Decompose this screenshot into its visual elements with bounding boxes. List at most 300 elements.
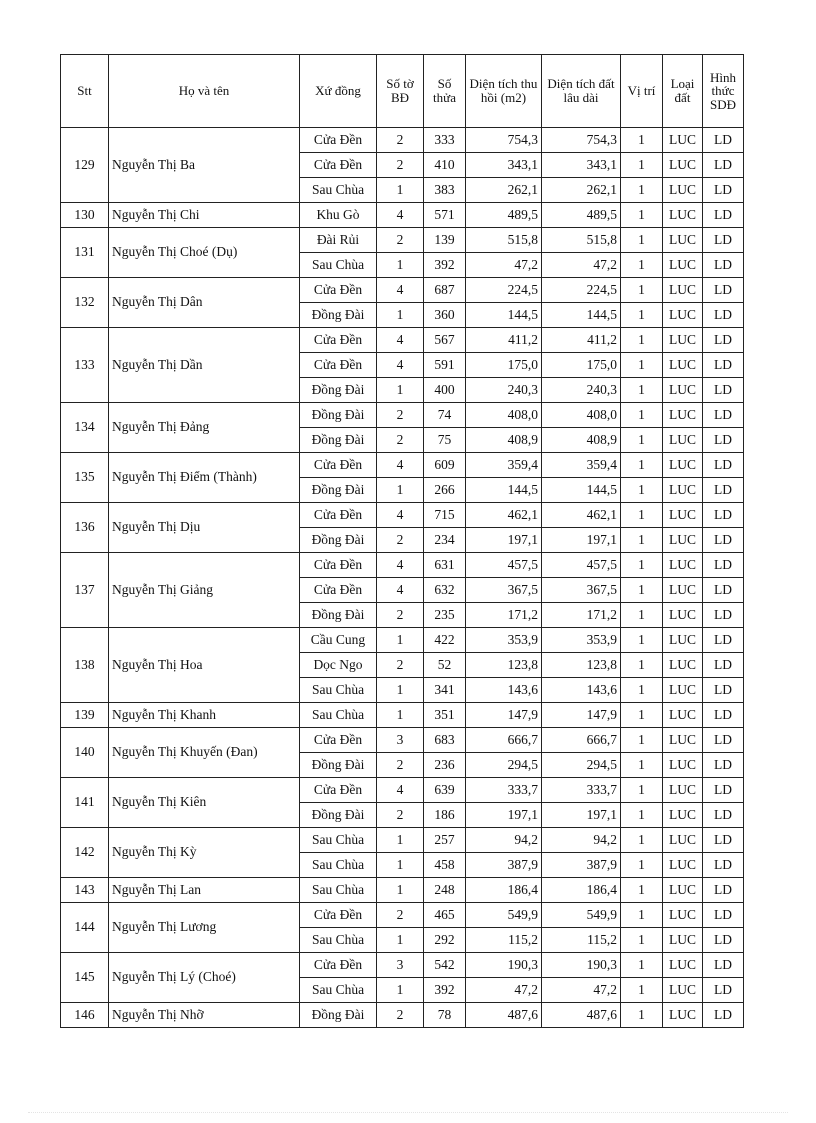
header-position: Vị trí	[621, 55, 663, 128]
field-cell: Cửa Đền	[300, 128, 377, 153]
usage-form-cell: LD	[703, 878, 744, 903]
area-long-term-cell: 408,9	[542, 428, 621, 453]
usage-form-cell: LD	[703, 978, 744, 1003]
land-type-cell: LUC	[663, 953, 703, 978]
area-recovered-cell: 123,8	[466, 653, 542, 678]
land-type-cell: LUC	[663, 803, 703, 828]
name-cell: Nguyễn Thị Hoa	[109, 628, 300, 703]
area-recovered-cell: 666,7	[466, 728, 542, 753]
area-long-term-cell: 754,3	[542, 128, 621, 153]
area-recovered-cell: 489,5	[466, 203, 542, 228]
position-cell: 1	[621, 903, 663, 928]
position-cell: 1	[621, 228, 663, 253]
area-long-term-cell: 462,1	[542, 503, 621, 528]
position-cell: 1	[621, 1003, 663, 1028]
field-cell: Cửa Đền	[300, 153, 377, 178]
position-cell: 1	[621, 603, 663, 628]
usage-form-cell: LD	[703, 503, 744, 528]
area-recovered-cell: 143,6	[466, 678, 542, 703]
table-body	[61, 128, 744, 1028]
usage-form-cell: LD	[703, 853, 744, 878]
area-recovered-cell: 240,3	[466, 378, 542, 403]
field-cell: Sau Chùa	[300, 853, 377, 878]
usage-form-cell: LD	[703, 828, 744, 853]
land-type-cell: LUC	[663, 503, 703, 528]
field-cell: Sau Chùa	[300, 678, 377, 703]
area-long-term-cell: 408,0	[542, 403, 621, 428]
map-sheet-cell: 1	[377, 253, 424, 278]
area-long-term-cell: 147,9	[542, 703, 621, 728]
name-cell: Nguyễn Thị Lương	[109, 903, 300, 953]
area-recovered-cell: 147,9	[466, 703, 542, 728]
area-long-term-cell: 94,2	[542, 828, 621, 853]
stt-cell: 133	[61, 328, 109, 403]
land-type-cell: LUC	[663, 703, 703, 728]
usage-form-cell: LD	[703, 603, 744, 628]
field-cell: Đồng Đài	[300, 378, 377, 403]
table-row	[61, 728, 744, 753]
field-cell: Đồng Đài	[300, 753, 377, 778]
map-sheet-cell: 2	[377, 803, 424, 828]
land-type-cell: LUC	[663, 303, 703, 328]
field-cell: Cửa Đền	[300, 728, 377, 753]
map-sheet-cell: 2	[377, 128, 424, 153]
position-cell: 1	[621, 803, 663, 828]
map-sheet-cell: 2	[377, 753, 424, 778]
parcel-cell: 400	[424, 378, 466, 403]
area-long-term-cell: 353,9	[542, 628, 621, 653]
map-sheet-cell: 1	[377, 628, 424, 653]
field-cell: Đồng Đài	[300, 528, 377, 553]
name-cell: Nguyễn Thị Chi	[109, 203, 300, 228]
position-cell: 1	[621, 553, 663, 578]
map-sheet-cell: 1	[377, 853, 424, 878]
position-cell: 1	[621, 703, 663, 728]
map-sheet-cell: 1	[377, 928, 424, 953]
field-cell: Sau Chùa	[300, 828, 377, 853]
field-cell: Sau Chùa	[300, 878, 377, 903]
usage-form-cell: LD	[703, 328, 744, 353]
map-sheet-cell: 3	[377, 728, 424, 753]
table-row	[61, 228, 744, 253]
land-type-cell: LUC	[663, 478, 703, 503]
area-recovered-cell: 457,5	[466, 553, 542, 578]
area-recovered-cell: 294,5	[466, 753, 542, 778]
usage-form-cell: LD	[703, 278, 744, 303]
land-type-cell: LUC	[663, 603, 703, 628]
field-cell: Sau Chùa	[300, 253, 377, 278]
map-sheet-cell: 4	[377, 503, 424, 528]
area-long-term-cell: 487,6	[542, 1003, 621, 1028]
parcel-cell: 715	[424, 503, 466, 528]
table-row	[61, 628, 744, 653]
position-cell: 1	[621, 478, 663, 503]
land-type-cell: LUC	[663, 753, 703, 778]
map-sheet-cell: 4	[377, 278, 424, 303]
usage-form-cell: LD	[703, 928, 744, 953]
area-long-term-cell: 515,8	[542, 228, 621, 253]
parcel-cell: 591	[424, 353, 466, 378]
area-recovered-cell: 197,1	[466, 803, 542, 828]
area-long-term-cell: 457,5	[542, 553, 621, 578]
area-recovered-cell: 224,5	[466, 278, 542, 303]
parcel-cell: 292	[424, 928, 466, 953]
map-sheet-cell: 2	[377, 528, 424, 553]
area-long-term-cell: 144,5	[542, 478, 621, 503]
parcel-cell: 631	[424, 553, 466, 578]
map-sheet-cell: 4	[377, 778, 424, 803]
position-cell: 1	[621, 853, 663, 878]
usage-form-cell: LD	[703, 353, 744, 378]
area-recovered-cell: 262,1	[466, 178, 542, 203]
land-type-cell: LUC	[663, 278, 703, 303]
stt-cell: 132	[61, 278, 109, 328]
map-sheet-cell: 3	[377, 953, 424, 978]
position-cell: 1	[621, 278, 663, 303]
area-long-term-cell: 387,9	[542, 853, 621, 878]
land-type-cell: LUC	[663, 728, 703, 753]
area-long-term-cell: 143,6	[542, 678, 621, 703]
position-cell: 1	[621, 403, 663, 428]
position-cell: 1	[621, 753, 663, 778]
parcel-cell: 52	[424, 653, 466, 678]
land-type-cell: LUC	[663, 628, 703, 653]
area-long-term-cell: 115,2	[542, 928, 621, 953]
usage-form-cell: LD	[703, 403, 744, 428]
table-row	[61, 953, 744, 978]
header-name: Họ và tên	[109, 55, 300, 128]
table-row	[61, 778, 744, 803]
area-recovered-cell: 175,0	[466, 353, 542, 378]
area-recovered-cell: 353,9	[466, 628, 542, 653]
area-recovered-cell: 487,6	[466, 1003, 542, 1028]
area-recovered-cell: 754,3	[466, 128, 542, 153]
stt-cell: 141	[61, 778, 109, 828]
usage-form-cell: LD	[703, 753, 744, 778]
area-long-term-cell: 224,5	[542, 278, 621, 303]
map-sheet-cell: 4	[377, 353, 424, 378]
area-recovered-cell: 94,2	[466, 828, 542, 853]
stt-cell: 146	[61, 1003, 109, 1028]
area-recovered-cell: 186,4	[466, 878, 542, 903]
parcel-cell: 78	[424, 1003, 466, 1028]
area-long-term-cell: 343,1	[542, 153, 621, 178]
land-type-cell: LUC	[663, 578, 703, 603]
usage-form-cell: LD	[703, 728, 744, 753]
usage-form-cell: LD	[703, 628, 744, 653]
name-cell: Nguyễn Thị Điểm (Thành)	[109, 453, 300, 503]
land-type-cell: LUC	[663, 128, 703, 153]
parcel-cell: 687	[424, 278, 466, 303]
header-land-type: Loại đất	[663, 55, 703, 128]
position-cell: 1	[621, 353, 663, 378]
table-row	[61, 203, 744, 228]
map-sheet-cell: 1	[377, 878, 424, 903]
name-cell: Nguyễn Thị Giảng	[109, 553, 300, 628]
usage-form-cell: LD	[703, 453, 744, 478]
stt-cell: 143	[61, 878, 109, 903]
area-recovered-cell: 144,5	[466, 478, 542, 503]
parcel-cell: 632	[424, 578, 466, 603]
area-long-term-cell: 47,2	[542, 978, 621, 1003]
parcel-cell: 609	[424, 453, 466, 478]
map-sheet-cell: 4	[377, 203, 424, 228]
position-cell: 1	[621, 178, 663, 203]
name-cell: Nguyễn Thị Dần	[109, 328, 300, 403]
land-type-cell: LUC	[663, 328, 703, 353]
map-sheet-cell: 1	[377, 828, 424, 853]
parcel-cell: 186	[424, 803, 466, 828]
map-sheet-cell: 4	[377, 328, 424, 353]
field-cell: Dọc Ngo	[300, 653, 377, 678]
name-cell: Nguyễn Thị Kỳ	[109, 828, 300, 878]
map-sheet-cell: 2	[377, 428, 424, 453]
position-cell: 1	[621, 653, 663, 678]
position-cell: 1	[621, 578, 663, 603]
land-type-cell: LUC	[663, 353, 703, 378]
usage-form-cell: LD	[703, 578, 744, 603]
name-cell: Nguyễn Thị Lan	[109, 878, 300, 903]
map-sheet-cell: 1	[377, 178, 424, 203]
usage-form-cell: LD	[703, 253, 744, 278]
parcel-cell: 235	[424, 603, 466, 628]
field-cell: Cửa Đền	[300, 578, 377, 603]
parcel-cell: 571	[424, 203, 466, 228]
position-cell: 1	[621, 378, 663, 403]
position-cell: 1	[621, 253, 663, 278]
usage-form-cell: LD	[703, 228, 744, 253]
map-sheet-cell: 4	[377, 578, 424, 603]
parcel-cell: 639	[424, 778, 466, 803]
area-long-term-cell: 359,4	[542, 453, 621, 478]
area-recovered-cell: 343,1	[466, 153, 542, 178]
area-recovered-cell: 549,9	[466, 903, 542, 928]
field-cell: Đồng Đài	[300, 603, 377, 628]
table-row	[61, 328, 744, 353]
map-sheet-cell: 2	[377, 603, 424, 628]
land-type-cell: LUC	[663, 553, 703, 578]
land-type-cell: LUC	[663, 453, 703, 478]
field-cell: Cửa Đền	[300, 778, 377, 803]
position-cell: 1	[621, 928, 663, 953]
position-cell: 1	[621, 328, 663, 353]
position-cell: 1	[621, 878, 663, 903]
position-cell: 1	[621, 203, 663, 228]
area-long-term-cell: 144,5	[542, 303, 621, 328]
land-type-cell: LUC	[663, 178, 703, 203]
area-recovered-cell: 367,5	[466, 578, 542, 603]
name-cell: Nguyễn Thị Kiên	[109, 778, 300, 828]
table-row	[61, 703, 744, 728]
header-row	[61, 55, 744, 128]
area-recovered-cell: 47,2	[466, 978, 542, 1003]
table-row	[61, 128, 744, 153]
field-cell: Đồng Đài	[300, 478, 377, 503]
land-type-cell: LUC	[663, 403, 703, 428]
parcel-cell: 75	[424, 428, 466, 453]
land-type-cell: LUC	[663, 153, 703, 178]
usage-form-cell: LD	[703, 678, 744, 703]
area-long-term-cell: 197,1	[542, 803, 621, 828]
land-type-cell: LUC	[663, 1003, 703, 1028]
land-type-cell: LUC	[663, 428, 703, 453]
position-cell: 1	[621, 778, 663, 803]
field-cell: Cửa Đền	[300, 503, 377, 528]
land-recovery-table	[60, 54, 744, 1028]
usage-form-cell: LD	[703, 428, 744, 453]
land-type-cell: LUC	[663, 203, 703, 228]
name-cell: Nguyễn Thị Khuyến (Đan)	[109, 728, 300, 778]
parcel-cell: 236	[424, 753, 466, 778]
area-long-term-cell: 489,5	[542, 203, 621, 228]
name-cell: Nguyễn Thị Lý (Choé)	[109, 953, 300, 1003]
field-cell: Cửa Đền	[300, 903, 377, 928]
area-recovered-cell: 197,1	[466, 528, 542, 553]
header-usage-form: Hình thức SDĐ	[703, 55, 744, 128]
stt-cell: 138	[61, 628, 109, 703]
usage-form-cell: LD	[703, 1003, 744, 1028]
field-cell: Cửa Đền	[300, 353, 377, 378]
field-cell: Đồng Đài	[300, 803, 377, 828]
name-cell: Nguyễn Thị Dịu	[109, 503, 300, 553]
position-cell: 1	[621, 453, 663, 478]
parcel-cell: 683	[424, 728, 466, 753]
area-long-term-cell: 294,5	[542, 753, 621, 778]
map-sheet-cell: 1	[377, 978, 424, 1003]
position-cell: 1	[621, 303, 663, 328]
stt-cell: 142	[61, 828, 109, 878]
parcel-cell: 542	[424, 953, 466, 978]
area-recovered-cell: 515,8	[466, 228, 542, 253]
area-long-term-cell: 47,2	[542, 253, 621, 278]
usage-form-cell: LD	[703, 128, 744, 153]
field-cell: Đồng Đài	[300, 1003, 377, 1028]
land-type-cell: LUC	[663, 878, 703, 903]
area-recovered-cell: 411,2	[466, 328, 542, 353]
table-row	[61, 878, 744, 903]
area-recovered-cell: 190,3	[466, 953, 542, 978]
usage-form-cell: LD	[703, 778, 744, 803]
parcel-cell: 392	[424, 978, 466, 1003]
land-type-cell: LUC	[663, 528, 703, 553]
field-cell: Đồng Đài	[300, 403, 377, 428]
parcel-cell: 234	[424, 528, 466, 553]
parcel-cell: 341	[424, 678, 466, 703]
map-sheet-cell: 1	[377, 303, 424, 328]
header-field: Xứ đồng	[300, 55, 377, 128]
usage-form-cell: LD	[703, 178, 744, 203]
area-long-term-cell: 123,8	[542, 653, 621, 678]
name-cell: Nguyễn Thị Ba	[109, 128, 300, 203]
parcel-cell: 139	[424, 228, 466, 253]
area-long-term-cell: 666,7	[542, 728, 621, 753]
area-recovered-cell: 144,5	[466, 303, 542, 328]
field-cell: Cầu Cung	[300, 628, 377, 653]
name-cell: Nguyễn Thị Nhỡ	[109, 1003, 300, 1028]
area-long-term-cell: 186,4	[542, 878, 621, 903]
position-cell: 1	[621, 953, 663, 978]
map-sheet-cell: 1	[377, 478, 424, 503]
position-cell: 1	[621, 428, 663, 453]
map-sheet-cell: 2	[377, 1003, 424, 1028]
land-type-cell: LUC	[663, 778, 703, 803]
map-sheet-cell: 2	[377, 903, 424, 928]
field-cell: Sau Chùa	[300, 978, 377, 1003]
field-cell: Cửa Đền	[300, 278, 377, 303]
header-area-long-term: Diện tích đất lâu dài	[542, 55, 621, 128]
usage-form-cell: LD	[703, 653, 744, 678]
name-cell: Nguyễn Thị Khanh	[109, 703, 300, 728]
area-recovered-cell: 359,4	[466, 453, 542, 478]
field-cell: Sau Chùa	[300, 178, 377, 203]
table-row	[61, 1003, 744, 1028]
land-type-cell: LUC	[663, 853, 703, 878]
map-sheet-cell: 2	[377, 228, 424, 253]
field-cell: Đồng Đài	[300, 303, 377, 328]
field-cell: Cửa Đền	[300, 453, 377, 478]
field-cell: Cửa Đền	[300, 953, 377, 978]
area-recovered-cell: 387,9	[466, 853, 542, 878]
table-row	[61, 403, 744, 428]
usage-form-cell: LD	[703, 378, 744, 403]
area-recovered-cell: 408,9	[466, 428, 542, 453]
parcel-cell: 567	[424, 328, 466, 353]
land-type-cell: LUC	[663, 228, 703, 253]
land-type-cell: LUC	[663, 253, 703, 278]
map-sheet-cell: 2	[377, 653, 424, 678]
name-cell: Nguyễn Thị Đảng	[109, 403, 300, 453]
area-recovered-cell: 408,0	[466, 403, 542, 428]
parcel-cell: 351	[424, 703, 466, 728]
usage-form-cell: LD	[703, 203, 744, 228]
header-parcel: Số thửa	[424, 55, 466, 128]
field-cell: Đồng Đài	[300, 428, 377, 453]
map-sheet-cell: 2	[377, 153, 424, 178]
position-cell: 1	[621, 503, 663, 528]
stt-cell: 137	[61, 553, 109, 628]
table-row	[61, 828, 744, 853]
page-bottom-rule	[28, 1112, 788, 1113]
table-row	[61, 553, 744, 578]
map-sheet-cell: 4	[377, 553, 424, 578]
name-cell: Nguyễn Thị Choé (Dụ)	[109, 228, 300, 278]
position-cell: 1	[621, 828, 663, 853]
area-recovered-cell: 47,2	[466, 253, 542, 278]
map-sheet-cell: 4	[377, 453, 424, 478]
stt-cell: 131	[61, 228, 109, 278]
area-recovered-cell: 171,2	[466, 603, 542, 628]
stt-cell: 135	[61, 453, 109, 503]
parcel-cell: 383	[424, 178, 466, 203]
usage-form-cell: LD	[703, 703, 744, 728]
parcel-cell: 266	[424, 478, 466, 503]
stt-cell: 139	[61, 703, 109, 728]
usage-form-cell: LD	[703, 903, 744, 928]
header-stt: Stt	[61, 55, 109, 128]
stt-cell: 130	[61, 203, 109, 228]
position-cell: 1	[621, 128, 663, 153]
header-map-sheet: Số tờ BĐ	[377, 55, 424, 128]
position-cell: 1	[621, 628, 663, 653]
map-sheet-cell: 2	[377, 403, 424, 428]
map-sheet-cell: 1	[377, 678, 424, 703]
position-cell: 1	[621, 728, 663, 753]
parcel-cell: 333	[424, 128, 466, 153]
stt-cell: 136	[61, 503, 109, 553]
area-long-term-cell: 549,9	[542, 903, 621, 928]
land-type-cell: LUC	[663, 678, 703, 703]
field-cell: Đài Rủi	[300, 228, 377, 253]
